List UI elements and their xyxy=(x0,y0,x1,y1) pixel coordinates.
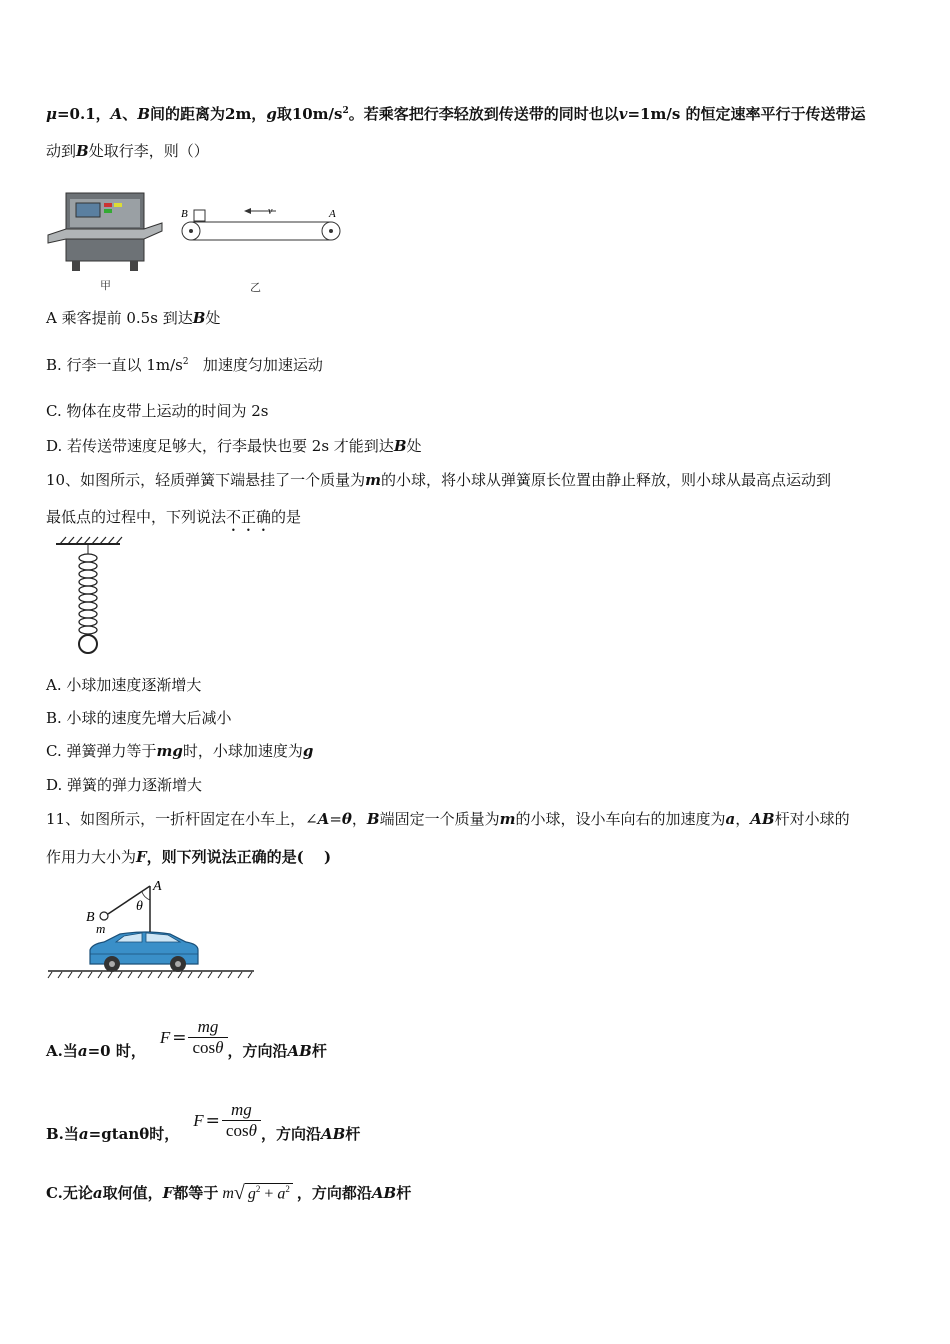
q10-option-a: A. 小球加速度逐渐增大 xyxy=(46,676,202,694)
small-ball xyxy=(100,912,108,920)
q10-stem-line-1: 10、如图所示，轻质弹簧下端悬挂了一个质量为m的小球，将小球从弹簧原长位置由静止释放，则小球从最高点运动到 xyxy=(46,471,831,489)
q11-option-b: B.当a=gtanθ时， F = $\frac{mg}{\cos\theta}$ ，方向沿AB杆 xyxy=(46,1100,361,1143)
q11-fig-A: A xyxy=(153,879,162,894)
q10-stem-line-2: 最低点的过程中，下列说法不正确的是 xyxy=(46,508,302,526)
q9-fig-label-2: 乙 xyxy=(250,282,261,294)
q11-fig-B: B xyxy=(86,910,95,925)
q11-stem-line-1: 11、如图所示，一折杆固定在小车上，∠A=θ，B端固定一个质量为m的小球，设小车向右的加速度为a，AB杆对小球的 xyxy=(46,810,850,828)
formula-mg-over-cos-theta-a: $\frac{mg}{\cos\theta}$ xyxy=(188,1017,227,1058)
car-rod-figure xyxy=(46,876,260,984)
q11-stem-line-2: 作用力大小为F，则下列说法正确的是( ) xyxy=(46,848,332,866)
emphasis-not-correct: 不正确 xyxy=(226,508,272,526)
car-image xyxy=(90,932,198,972)
spring-coils xyxy=(79,554,97,634)
q10-option-d: D. 弹簧的弹力逐渐增大 xyxy=(46,776,203,794)
q9-option-a: A 乘客提前 0.5s 到达B处 xyxy=(46,309,221,327)
q9-intro-line-2: 动到B处取行李，则（） xyxy=(46,142,209,160)
q10-option-b: B. 小球的速度先增大后减小 xyxy=(46,709,232,727)
xray-scanner-image xyxy=(48,193,162,292)
spring-ball-figure xyxy=(52,536,124,658)
conveyor-belt-diagram xyxy=(181,206,340,294)
q9-option-b: B. 行李一直以 $1m/s^2$ 加速度匀加速运动 xyxy=(46,356,323,374)
q9-figure xyxy=(46,185,356,297)
q11-option-a: A.当a=0 时， F = $\frac{mg}{\cos\theta}$ ，方向沿AB杆 xyxy=(46,1017,327,1060)
q9-fig-v: v xyxy=(268,206,273,217)
q9-fig-B: B xyxy=(181,208,188,220)
q11-option-c: C.无论a取何值，F都等于 m √ $g^2 + a^2$ ，方向都沿AB杆 xyxy=(46,1182,412,1204)
formula-sqrt: m √ $g^2 + a^2$ xyxy=(222,1183,293,1203)
q11-fig-m: m xyxy=(96,921,106,936)
q11-fig-theta: θ xyxy=(136,899,143,914)
hanging-ball xyxy=(79,635,97,653)
q9-option-c: C. 物体在皮带上运动的时间为 2s xyxy=(46,402,269,420)
q9-fig-A: A xyxy=(329,208,336,220)
q10-option-c: C. 弹簧弹力等于mg时，小球加速度为g xyxy=(46,742,314,760)
luggage-box xyxy=(194,210,205,221)
q9-intro-line-1: μ=0.1，A、B间的距离为2m，g取$10m/s^2$。若乘客把行李轻放到传送带的同时也以v=1m/s 的恒定速率平行于传送带运 xyxy=(46,105,866,123)
q9-fig-label-1: 甲 xyxy=(100,280,111,292)
rod-AB xyxy=(108,886,150,914)
q9-option-d: D. 若传送带速度足够大，行李最快也要 2s 才能到达B处 xyxy=(46,437,422,455)
formula-mg-over-cos-theta-b: $\frac{mg}{\cos\theta}$ xyxy=(222,1100,261,1141)
